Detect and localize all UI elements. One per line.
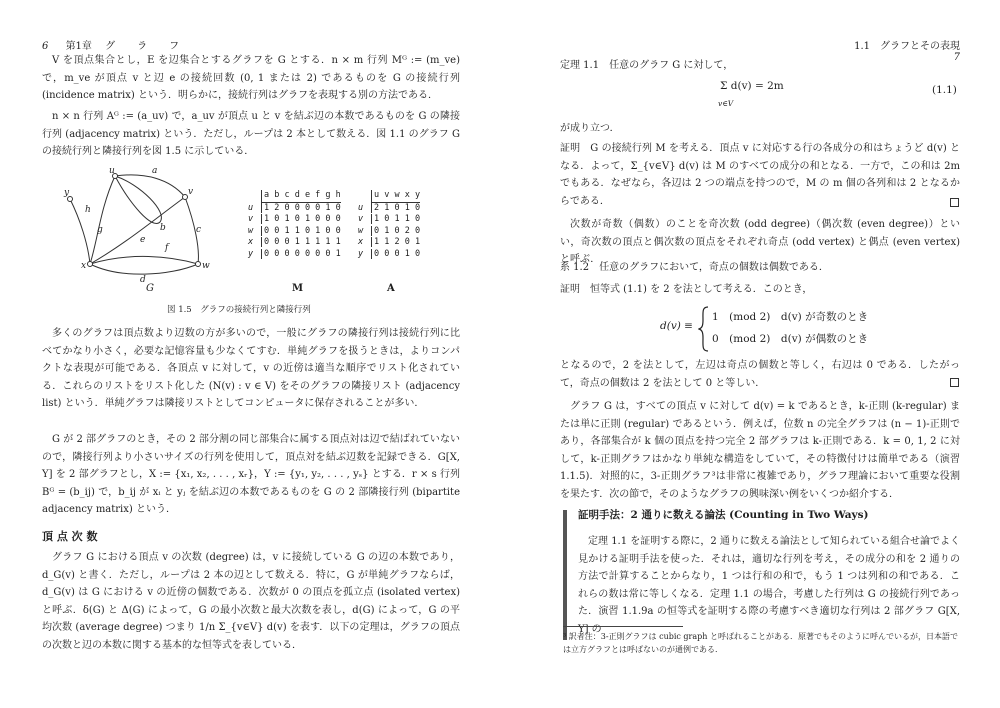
adjacency-row-values: 1 1 2 0 1 (371, 237, 420, 247)
label-w: w (202, 261, 210, 271)
incidence-paragraph: V を頂点集合とし，E を辺集合とするグラフを G とする．n × m 行列 Mᴳ := (m_ve) で，m_ve が頂点 v と辺 e の接続回数 (0, 1 または 2) であるものを G の接続行列 (incidence matrix) という．明らかに，接続行列はグラフを表現する別の方法である． (42, 55, 460, 101)
incidence-row-w (248, 226, 341, 238)
label-y: y (64, 188, 70, 198)
vertex-x (88, 262, 93, 267)
adjacency-row-values: 0 0 0 1 0 (371, 249, 420, 259)
holds-text: が成り立つ． (560, 123, 620, 134)
incidence-row-values: 1 2 0 0 0 0 1 0 (261, 203, 341, 213)
incidence-row-x (248, 237, 341, 249)
adjacency-row-values: 0 1 0 2 0 (371, 226, 420, 236)
adjacency-row-label: x (358, 237, 364, 247)
incidence-row-label: x (248, 237, 254, 247)
right-page-number: 7 (953, 52, 960, 63)
incidence-row-label: y (248, 248, 254, 259)
adjacency-row-label: u (358, 202, 364, 213)
incidence-header: a b c d e f g h (261, 190, 341, 203)
label-c: c (196, 225, 202, 235)
method-box-title: 証明手法：2 通りに数える論法 (Counting in Two Ways) (578, 509, 869, 521)
label-A: A (387, 283, 395, 294)
label-e: e (140, 235, 146, 245)
incidence-row-values: 1 0 1 0 1 0 0 0 (261, 214, 341, 224)
vertex-w (196, 262, 201, 267)
edge-b-loop (115, 176, 161, 223)
adjacency-header: u v w x y (371, 190, 420, 203)
right-page (500, 0, 1000, 708)
label-x: x (81, 261, 87, 271)
adjacency-paragraph: n × n 行列 Aᴳ := (a_uv) で，a_uv が頂点 u と v を結ぶ辺の本数であるものを G の隣接行列 (adjacency matrix) という．ただし，ループは 2 本として数える．図 1.1 のグラフ G の接続行列と隣接行列を図 1.5 に示している． (42, 111, 460, 157)
proof-2-conclusion: となるので，2 を法として，左辺は奇点の個数と等しく，右辺は 0 である．したがって，奇点の個数は 2 を法として 0 と等しい． (560, 360, 960, 389)
graph-figure (60, 164, 220, 294)
method-box-text: 定理 1.1 を証明する際に，2 通りに数える論法として知られている組合せ論でよく見かける証明手法を使った．それは，適切な行列を考え，その成分の和を 2 通りの方法で計算することからなり，1 つは行和の和で，もう 1 つは列和の和である．これらの数は常に等しくなる．定理 1.1 の場合，考慮した行列は G の接続行列であった．演習 1.1.9a の恒等式を証明する際の考慮すべき適切な行列は 2 部グラフ G[X, Y] の (578, 536, 960, 635)
label-f: f (165, 243, 169, 253)
equation-number-1-1: (1.1) (932, 84, 957, 96)
adjacency-row-x (358, 237, 420, 249)
qed-2 (950, 378, 959, 387)
incidence-matrix (248, 190, 341, 260)
incidence-row-values: 0 0 0 0 0 0 0 1 (261, 249, 341, 259)
incidence-row-label: w (248, 225, 254, 236)
chapter-label: 第1章 (65, 41, 92, 52)
edge-d (90, 264, 198, 274)
label-M: M (292, 283, 304, 294)
incidence-row-values: 0 0 1 1 0 1 0 0 (261, 226, 341, 236)
adjacency-row-label: y (358, 248, 364, 259)
regular-graph-paragraph: グラフ G は，すべての頂点 v に対して d(v) = k であるとき，k-正則 (k-regular) または単に正則 (regular) であるという．例えば，位数 n の完全グラフは (n − 1)-正則であり，各部集合が k 個の頂点を持つ完全 2 部グラフは k-正則である．k = 0, 1, 2 に対して，k-正則グラフはかなり単純な構造をしていて，その特徴付けは簡単である（演習 1.1.5)．対照的に，3-正則グラフ³は非常に複雑であり，グラフ理論において重要な役割を果たす．次の節で，そのようなグラフの興味深い例をいくつか紹介する． (560, 401, 960, 500)
proof-2: 証明 恒等式 (1.1) を 2 を法として考える．このとき， (560, 284, 813, 295)
qed-1 (950, 198, 959, 207)
adjacency-row-label: v (358, 214, 364, 224)
case-even: 0 (mod 2) d(v) が偶数のとき (712, 333, 869, 345)
incidence-row-v (248, 214, 341, 226)
incidence-row-label: v (248, 214, 254, 224)
chapter-title: グ ラ フ (105, 41, 186, 52)
odd-even-paragraph: 次数が奇数（偶数）のことを奇次数 (odd degree)（偶次数 (even degree)）といい，奇次数の頂点と偶次数の頂点をそれぞれ奇点 (odd vertex) と偶点 (even vertex) と呼ぶ． (560, 219, 960, 265)
label-g: g (97, 225, 103, 235)
edge-f (90, 256, 198, 264)
left-header (42, 37, 462, 52)
adjacency-row-values: 2 1 0 1 0 (371, 203, 420, 213)
figure-caption: 図 1.5 グラフの接続行列と隣接行列 (167, 305, 311, 315)
label-graph-G: G (146, 283, 154, 294)
equation-1-1-sub: v∈V (718, 99, 734, 108)
label-a: a (152, 166, 158, 176)
section-header: 1.1 グラフとその表現 (854, 41, 960, 52)
footnote-3: ³ 訳者注：3-正則グラフは cubic graph と呼ばれることがある．原著でもそのように呼んでいるが，日本語では立方グラフとは呼ばないのが通例である． (563, 632, 958, 654)
adjacency-row-y (358, 249, 420, 261)
adjacency-list-paragraph: 多くのグラフは頂点数より辺数の方が多いので，一般にグラフの隣接行列は接続行列に比べてかなり小さく，必要な記憶容量も少なくてすむ．単純グラフを扱うときは，よりコンパクトな表現が可能である．各頂点 v に対して，v の近傍は適当な順序でリスト化されている．これらのリストをリスト化した (N(v) : v ∈ V) をそのグラフの隣接リスト (adjacency list) という．単純グラフは隣接リストとしてコンピュータに保存されることが多い． (42, 328, 460, 409)
case-brace (698, 306, 710, 352)
adjacency-row-w (358, 226, 420, 238)
degree-paragraph: グラフ G における頂点 v の次数 (degree) は，v に接続している G の辺の本数であり，d_G(v) と書く．ただし，ループは 2 本の辺として数える．特に，G が単純グラフならば，d_G(v) は G における v の近傍の個数である．次数が 0 の頂点を孤立点 (isolated vertex) と呼ぶ．δ(G) と Δ(G) によって，G の最小次数と最大次数を表し，d(G) によって，G の平均次数 (average degree) つまり 1/n Σ_{v∈V} d(v) を表す．以下の定理は，グラフの頂点の次数と辺の本数に関する基本的な恒等式を表している． (42, 552, 460, 651)
footnote-rule (563, 626, 683, 627)
case-odd: 1 (mod 2) d(v) が奇数のとき (712, 311, 869, 323)
adjacency-row-u (358, 203, 420, 215)
label-b: b (160, 223, 166, 233)
label-h: h (85, 205, 91, 215)
equation-1-1 (720, 80, 784, 92)
adjacency-row-v (358, 214, 420, 226)
case-lhs: d(v) ≡ (660, 320, 693, 332)
bipartite-paragraph: G が 2 部グラフのとき，その 2 部分割の同じ部集合に属する頂点対は辺で結ばれていないので，隣接行列より小さいサイズの行列を使用して，頂点対を結ぶ辺数を記録できる．G[X, Y] を 2 部グラフとし，X := {x₁, x₂, . . . , xᵣ}，Y := {y₁, y₂, . . . , yₛ} とする．r × s 行列 Bᴳ = (b_ij) で，b_ij が xᵢ と yⱼ を結ぶ辺の本数であるものを G の 2 部隣接行列 (bipartite adjacency matrix) という． (42, 434, 460, 515)
incidence-row-u (248, 203, 341, 215)
equation-body: Σ d(v) = 2m (720, 80, 784, 92)
adjacency-row-label: w (358, 225, 364, 236)
vertex-v (183, 195, 188, 200)
incidence-row-y (248, 249, 341, 261)
section-vertex-degree: 頂 点 次 数 (42, 530, 98, 543)
corollary-1-2: 系 1.2 任意のグラフにおいて，奇点の個数は偶数である． (560, 262, 829, 273)
theorem-1-1: 定理 1.1 任意のグラフ G に対して， (560, 60, 734, 71)
proof-1: 証明 G の接続行列 M を考える．頂点 v に対応する行の各成分の和はちょうど d(v) となる．よって，Σ_{v∈V} d(v) は M のすべての成分の和となる．一方で，この和は 2m でもある．なぜなら，各辺は 2 つの端点を持つので，M の m 個の各列和は 2 となるからである． (560, 143, 960, 207)
label-d: d (140, 275, 146, 285)
incidence-row-values: 0 0 0 1 1 1 1 1 (261, 237, 341, 247)
incidence-row-label: u (248, 202, 254, 213)
label-u: u (109, 166, 115, 176)
left-page-number: 6 (42, 41, 49, 52)
label-v: v (188, 187, 194, 197)
adjacency-row-values: 1 0 1 1 0 (371, 214, 420, 224)
adjacency-matrix (358, 190, 420, 260)
